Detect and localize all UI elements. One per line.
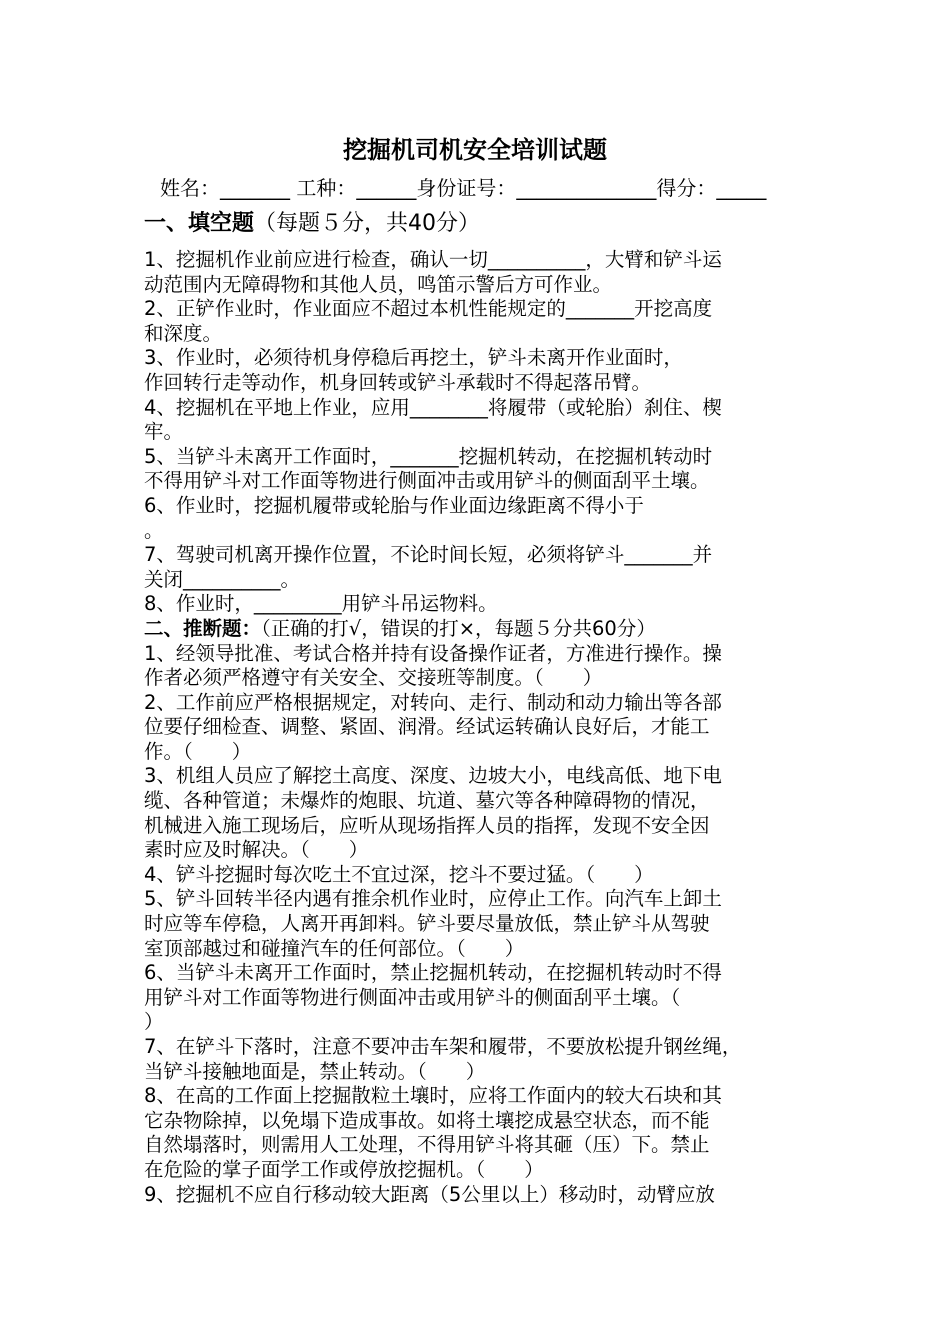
text-line: 3、作业时，必须待机身停稳后再挖土，铲斗未离开作业面时， bbox=[144, 346, 683, 370]
section-1-lines bbox=[144, 248, 816, 617]
text-line: 和深度。 bbox=[144, 321, 223, 345]
text-line: 8、作业时，_________用铲斗吊运物料。 bbox=[144, 592, 498, 616]
text-line: 当铲斗接触地面是，禁止转动。（ ） bbox=[144, 1059, 486, 1083]
text-line: 时应等车停稳，人离开再卸料。铲斗要尽量放低，禁止铲斗从驾驶 bbox=[144, 912, 710, 936]
text-line: 6、当铲斗未离开工作面时，禁止挖掘机转动，在挖掘机转动时不得 bbox=[144, 961, 722, 985]
section-2-heading bbox=[144, 617, 816, 642]
text-line: ） bbox=[144, 1010, 164, 1034]
section-2-lines bbox=[144, 642, 816, 1208]
text-line: 。 bbox=[144, 518, 164, 542]
text-line: 4、铲斗挖掘时每次吃土不宜过深，挖斗不要过猛。（ ） bbox=[144, 862, 654, 886]
text-line: 位要仔细检查、调整、紧固、润滑。经试运转确认良好后，才能工 bbox=[144, 715, 710, 739]
section-2-heading-rest: （正确的打√，错误的打×，每题５分共60分） bbox=[261, 616, 656, 640]
text-line: 4、挖掘机在平地上作业，应用________将履带（或轮胎）刹住、楔 bbox=[144, 395, 722, 419]
text-line: 室顶部越过和碰撞汽车的任何部位。（ ） bbox=[144, 936, 525, 960]
section-1-heading bbox=[144, 208, 480, 240]
text-line: 3、机组人员应了解挖土高度、深度、边坡大小，电线高低、地下电 bbox=[144, 764, 722, 788]
text-line: 5、铲斗回转半径内遇有推余机作业时，应停止工作。向汽车上卸土 bbox=[144, 887, 722, 911]
text-line: 它杂物除掉，以免塌下造成事故。如将土壤挖成悬空状态，而不能 bbox=[144, 1108, 710, 1132]
section-1-heading-rest: （每题５分，共40分） bbox=[254, 211, 481, 236]
text-line: 作回转行走等动作，机身回转或铲斗承载时不得起落吊臂。 bbox=[144, 370, 652, 394]
section-1-heading-bold: 一、填空题 bbox=[144, 211, 255, 236]
text-line: 作者必须严格遵守有关安全、交接班等制度。（ ） bbox=[144, 666, 603, 690]
text-line: 机械进入施工现场后，应听从现场指挥人员的指挥，发现不安全因 bbox=[144, 813, 710, 837]
text-line: 7、驾驶司机离开操作位置，不论时间长短，必须将铲斗_______并 bbox=[144, 543, 713, 567]
text-line: 1、经领导批准、考试合格并持有设备操作证者，方准进行操作。操 bbox=[144, 641, 722, 665]
text-line: 动范围内无障碍物和其他人员，鸣笛示警后方可作业。 bbox=[144, 272, 613, 296]
section-2-heading-bold: 二、推断题： bbox=[144, 616, 262, 640]
text-line: 不得用铲斗对工作面等物进行侧面冲击或用铲斗的侧面刮平土壤。 bbox=[144, 469, 710, 493]
text-line: 8、在高的工作面上挖掘散粒土壤时，应将工作面内的较大石块和其 bbox=[144, 1084, 722, 1108]
text-line: 牢。 bbox=[144, 420, 184, 444]
text-line: 2、工作前应严格根据规定，对转向、走行、制动和动力输出等各部 bbox=[144, 690, 722, 714]
text-line: 在危险的掌子面学工作或停放挖掘机。（ ） bbox=[144, 1157, 544, 1181]
text-line: 缆、各种管道；未爆炸的炮眼、坑道、墓穴等各种障碍物的情况， bbox=[144, 789, 710, 813]
info-line: 姓名：_______ 工种：______身份证号：______________得分：_____ bbox=[160, 176, 767, 200]
text-line: 自然塌落时，则需用人工处理，不得用铲斗将其砸（压）下。禁止 bbox=[144, 1133, 710, 1157]
text-line: 5、当铲斗未离开工作面时，_______挖掘机转动，在挖掘机转动时 bbox=[144, 444, 713, 468]
document-body bbox=[144, 248, 816, 1207]
text-line: 1、挖掘机作业前应进行检查，确认一切__________，大臂和铲斗运 bbox=[144, 248, 722, 271]
text-line: 6、作业时，挖掘机履带或轮胎与作业面边缘距离不得小于 bbox=[144, 493, 644, 517]
text-line: 9、挖掘机不应自行移动较大距离（5公里以上）移动时，动臂应放 bbox=[144, 1182, 715, 1206]
text-line: 素时应及时解决。（ ） bbox=[144, 838, 369, 862]
text-line: 2、正铲作业时，作业面应不超过本机性能规定的_______开挖高度 bbox=[144, 297, 713, 321]
document-title: 挖掘机司机安全培训试题 bbox=[343, 136, 607, 164]
text-line: 作。（ ） bbox=[144, 739, 252, 763]
text-line: 7、在铲斗下落时，注意不要冲击车架和履带，不要放松提升钢丝绳， bbox=[144, 1035, 742, 1058]
text-line: 关闭__________。 bbox=[144, 567, 301, 591]
text-line: 用铲斗对工作面等物进行侧面冲击或用铲斗的侧面刮平土壤。（ bbox=[144, 985, 681, 1009]
